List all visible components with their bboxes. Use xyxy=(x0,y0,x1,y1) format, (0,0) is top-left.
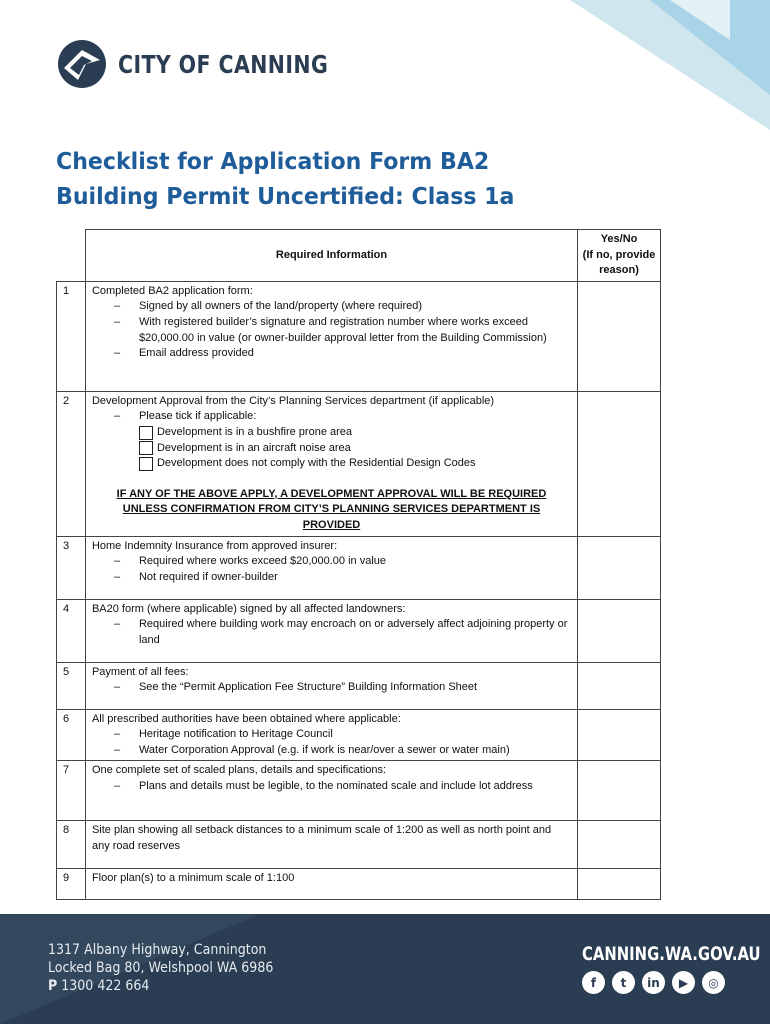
header-yes-no xyxy=(578,230,661,282)
row-info xyxy=(85,281,577,391)
row-number: 2 xyxy=(57,391,86,536)
checkbox-label: Development is in a bushfire prone area xyxy=(156,425,353,438)
checkbox-label: Development is in an aircraft noise area xyxy=(156,441,351,454)
yes-no-cell[interactable] xyxy=(578,662,661,709)
table-header-row xyxy=(57,230,661,282)
page-footer xyxy=(0,914,770,1024)
bullet-item: – Email address provided xyxy=(92,346,571,362)
row-number: 1 xyxy=(57,281,86,391)
title-line-1: Checklist for Application Form BA2 xyxy=(56,149,490,175)
checkbox-bushfire[interactable] xyxy=(92,425,571,441)
checkbox-aircraft-noise[interactable] xyxy=(92,441,571,457)
phone-number: 1300 422 664 xyxy=(61,978,150,994)
row-main-text: BA20 form (where applicable) signed by all affected landowners: xyxy=(91,602,406,615)
bullet-item: – Required where works exceed $20,000.00 in value xyxy=(92,554,571,570)
bullet-item: – Signed by all owners of the land/property (where required) xyxy=(92,299,571,315)
header-number-cell xyxy=(57,230,86,282)
address-line-2: Locked Bag 80, Welshpool WA 6986 xyxy=(48,960,274,976)
row-main-text: Development Approval from the City’s Planning Services department (if applicable) xyxy=(91,394,495,407)
yes-no-cell[interactable] xyxy=(578,391,661,536)
table-row xyxy=(57,281,661,391)
row-info xyxy=(85,761,577,821)
address-line-1: 1317 Albany Highway, Cannington xyxy=(48,942,267,958)
table-row xyxy=(57,599,661,662)
row-number: 6 xyxy=(57,709,86,761)
yes-no-cell[interactable] xyxy=(578,709,661,761)
yes-no-cell[interactable] xyxy=(578,869,661,900)
header-required-information: Required Information xyxy=(85,230,577,282)
yes-no-cell[interactable] xyxy=(578,761,661,821)
bullet-item: – Not required if owner-builder xyxy=(92,570,571,586)
title-line-2: Building Permit Uncertified: Class 1a xyxy=(56,184,515,210)
phone-label: P xyxy=(48,978,58,994)
twitter-icon[interactable]: t xyxy=(612,971,635,994)
table-row xyxy=(57,662,661,709)
yes-no-cell[interactable] xyxy=(578,536,661,599)
row-info xyxy=(85,821,577,869)
bullet-item: – With registered builder’s signature and registration number where works exceed $20,000.00 in value (or owner-builder approval letter from the Building Commission) xyxy=(92,315,571,346)
row-info xyxy=(85,536,577,599)
city-logo xyxy=(56,38,374,90)
header-yes-line: (If no, provide xyxy=(582,248,656,261)
youtube-icon[interactable]: ▶ xyxy=(672,971,695,994)
website-link[interactable]: CANNING.WA.GOV.AU xyxy=(582,943,761,965)
logo-text: CITY OF CANNING xyxy=(118,49,329,79)
row-main-text: All prescribed authorities have been obtained where applicable: xyxy=(91,712,401,725)
row-info xyxy=(85,599,577,662)
checkbox-square-icon[interactable] xyxy=(139,457,153,471)
header-yes-line: Yes/No xyxy=(600,233,638,245)
row-number: 9 xyxy=(57,869,86,900)
table-row xyxy=(57,869,661,900)
checkbox-residential-codes[interactable] xyxy=(92,456,571,472)
row-info xyxy=(85,662,577,709)
bullet-item: – Please tick if applicable: xyxy=(92,409,571,425)
yes-no-cell[interactable] xyxy=(578,599,661,662)
row-number: 5 xyxy=(57,662,86,709)
table-row xyxy=(57,391,661,536)
bullet-item: – Required where building work may encroach on or adversely affect adjoining property or land xyxy=(92,617,571,648)
row-main-text: Site plan showing all setback distances to a minimum scale of 1:200 as well as north point and any road reserves xyxy=(91,824,552,852)
yes-no-cell[interactable] xyxy=(578,821,661,869)
bullet-item: – See the “Permit Application Fee Structure” Building Information Sheet xyxy=(92,680,571,696)
checkbox-square-icon[interactable] xyxy=(139,441,153,455)
table-row xyxy=(57,709,661,761)
development-approval-warning: IF ANY OF THE ABOVE APPLY, A DEVELOPMENT APPROVAL WILL BE REQUIRED UNLESS CONFIRMATION FROM CITY’S PLANNING SERVICES DEPARTMENT IS PROVIDED xyxy=(116,487,547,531)
row-main-text: Floor plan(s) to a minimum scale of 1:100 xyxy=(91,872,295,885)
yes-no-cell[interactable] xyxy=(578,281,661,391)
canning-emblem-icon xyxy=(56,38,108,90)
table-row xyxy=(57,761,661,821)
bullet-item: – Water Corporation Approval (e.g. if work is near/over a sewer or water main) xyxy=(92,743,571,759)
row-number: 3 xyxy=(57,536,86,599)
row-main-text: Completed BA2 application form: xyxy=(91,284,253,297)
row-number: 7 xyxy=(57,761,86,821)
row-number: 4 xyxy=(57,599,86,662)
page-title xyxy=(56,145,696,215)
social-links xyxy=(582,971,725,994)
row-main-text: Home Indemnity Insurance from approved insurer: xyxy=(91,539,338,552)
phone-line xyxy=(48,977,273,995)
bullet-item: – Plans and details must be legible, to the nominated scale and include lot address xyxy=(92,779,571,795)
row-main-text: Payment of all fees: xyxy=(91,665,189,678)
header-yes-line: reason) xyxy=(599,264,639,277)
checklist-table xyxy=(56,229,661,900)
corner-decoration xyxy=(560,0,770,130)
table-row xyxy=(57,821,661,869)
linkedin-icon[interactable]: in xyxy=(642,971,665,994)
instagram-icon[interactable]: ◎ xyxy=(702,971,725,994)
row-main-text: One complete set of scaled plans, details and specifications: xyxy=(91,764,387,777)
facebook-icon[interactable]: f xyxy=(582,971,605,994)
row-info xyxy=(85,709,577,761)
table-row xyxy=(57,536,661,599)
bullet-item: – Heritage notification to Heritage Council xyxy=(92,727,571,743)
checkbox-label: Development does not comply with the Residential Design Codes xyxy=(156,457,476,470)
row-info xyxy=(85,391,577,536)
row-info xyxy=(85,869,577,900)
checkbox-square-icon[interactable] xyxy=(139,426,153,440)
footer-address xyxy=(48,941,273,995)
row-number: 8 xyxy=(57,821,86,869)
